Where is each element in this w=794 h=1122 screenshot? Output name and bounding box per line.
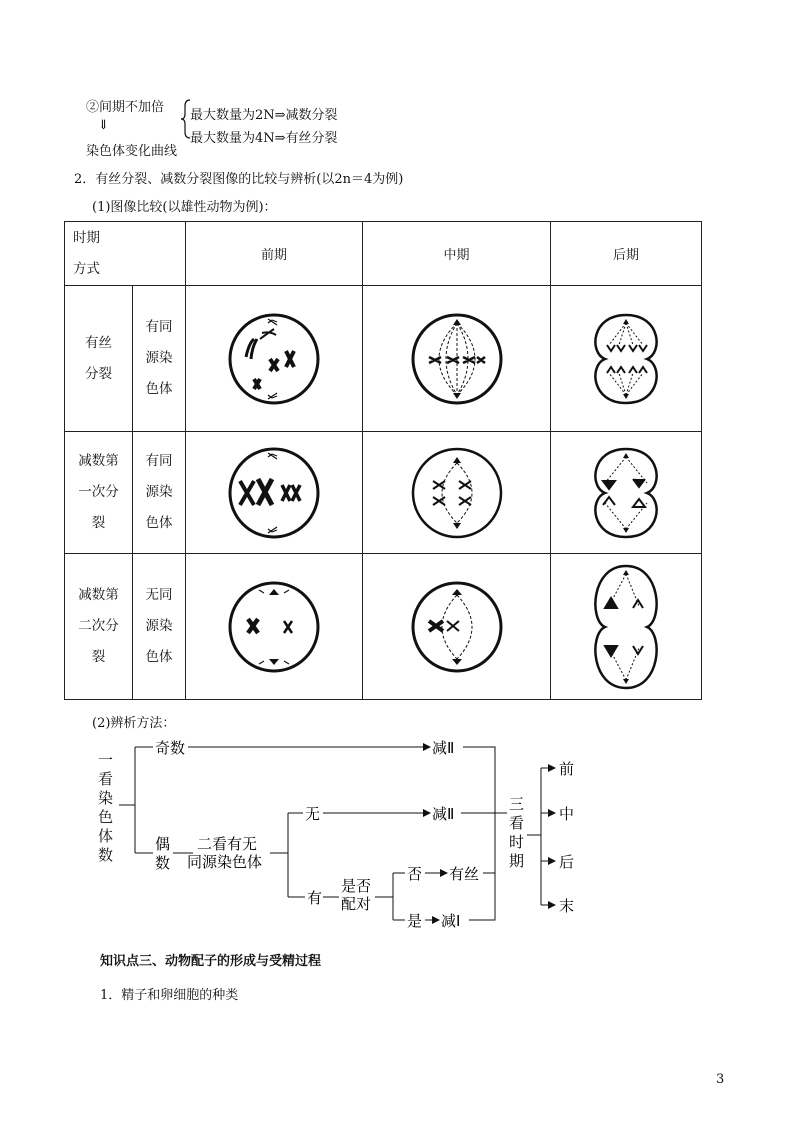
no-label: 否 xyxy=(407,865,423,883)
stage-prophase: 前 xyxy=(559,760,575,778)
step2-line2: 同源染色体 xyxy=(187,853,263,871)
section-2-heading: 2．有丝分裂、减数分裂图像的比较与辨析(以2n＝4为例) xyxy=(74,172,404,187)
cell-mitosis-anaphase xyxy=(551,286,702,432)
none-label: 无 xyxy=(305,805,321,823)
row-type-meiosis-2: 减数第 二次分 裂 xyxy=(65,554,133,700)
result-meiosis-2-none: 减Ⅱ xyxy=(432,805,455,823)
step1-char: 数 xyxy=(98,846,114,864)
phase-header-anaphase: 后期 xyxy=(551,222,702,286)
row-homolog-meiosis-1: 有同 源染 色体 xyxy=(132,432,185,554)
result-mitosis: 有丝 xyxy=(449,865,480,883)
cell-mitosis-metaphase xyxy=(363,286,551,432)
row-homolog-mitosis: 有同 源染 色体 xyxy=(132,286,185,432)
step1-char: 色 xyxy=(98,808,114,826)
interphase-note: ②间期不加倍 xyxy=(86,100,165,115)
cell-meiosis1-prophase xyxy=(186,432,363,554)
step1-char: 体 xyxy=(98,827,114,845)
identification-flowchart xyxy=(95,735,605,935)
comparison-table xyxy=(64,221,702,700)
corner-top: 时期 xyxy=(73,229,100,246)
even-char: 数 xyxy=(155,854,171,872)
pairing-line1: 是否 xyxy=(341,877,372,895)
row-type-meiosis-1: 减数第 一次分 裂 xyxy=(65,432,133,554)
odd-label: 奇数 xyxy=(155,739,186,757)
page-number: 3 xyxy=(716,1072,725,1087)
method-heading: (2)辨析方法： xyxy=(92,716,176,731)
step1-char: 一 xyxy=(98,751,114,769)
have-label: 有 xyxy=(307,889,323,907)
pairing-line2: 配对 xyxy=(341,895,372,913)
step3-char: 看 xyxy=(509,814,525,832)
image-compare-heading: (1)图像比较(以雄性动物为例)： xyxy=(92,200,277,215)
mitosis-rule: 最大数量为4N⇒有丝分裂 xyxy=(190,131,338,146)
step1-char: 染 xyxy=(98,789,114,807)
corner-cell xyxy=(65,222,186,286)
step2-line1: 二看有无 xyxy=(197,835,258,853)
cell-meiosis2-anaphase xyxy=(551,554,702,700)
step3-char: 期 xyxy=(509,852,525,870)
stage-telophase: 末 xyxy=(559,897,575,915)
cell-meiosis2-metaphase xyxy=(363,554,551,700)
step3-char: 三 xyxy=(509,795,525,813)
cell-meiosis1-metaphase xyxy=(363,432,551,554)
corner-bottom: 方式 xyxy=(73,260,100,277)
phase-header-prophase: 前期 xyxy=(186,222,363,286)
down-arrow: ⇓ xyxy=(98,118,109,133)
curve-label: 染色体变化曲线 xyxy=(86,144,178,159)
row-homolog-meiosis-2: 无同 源染 色体 xyxy=(132,554,185,700)
row-type-mitosis: 有丝 分裂 xyxy=(65,286,133,432)
section-3-item-1: 1．精子和卵细胞的种类 xyxy=(100,988,239,1003)
cell-meiosis2-prophase xyxy=(186,554,363,700)
cell-mitosis-prophase xyxy=(186,286,363,432)
result-meiosis-2-odd: 减Ⅱ xyxy=(432,739,455,757)
section-3-heading: 知识点三、动物配子的形成与受精过程 xyxy=(100,954,322,969)
even-char: 偶 xyxy=(155,835,171,853)
yes-label: 是 xyxy=(407,912,423,930)
meiosis-rule: 最大数量为2N⇒减数分裂 xyxy=(190,108,338,123)
stage-metaphase: 中 xyxy=(559,805,575,823)
stage-anaphase: 后 xyxy=(559,853,575,871)
cell-meiosis1-anaphase xyxy=(551,432,702,554)
step3-char: 时 xyxy=(509,833,525,851)
step1-char: 看 xyxy=(98,770,114,788)
result-meiosis-1: 减Ⅰ xyxy=(441,912,461,930)
phase-header-metaphase: 中期 xyxy=(363,222,551,286)
